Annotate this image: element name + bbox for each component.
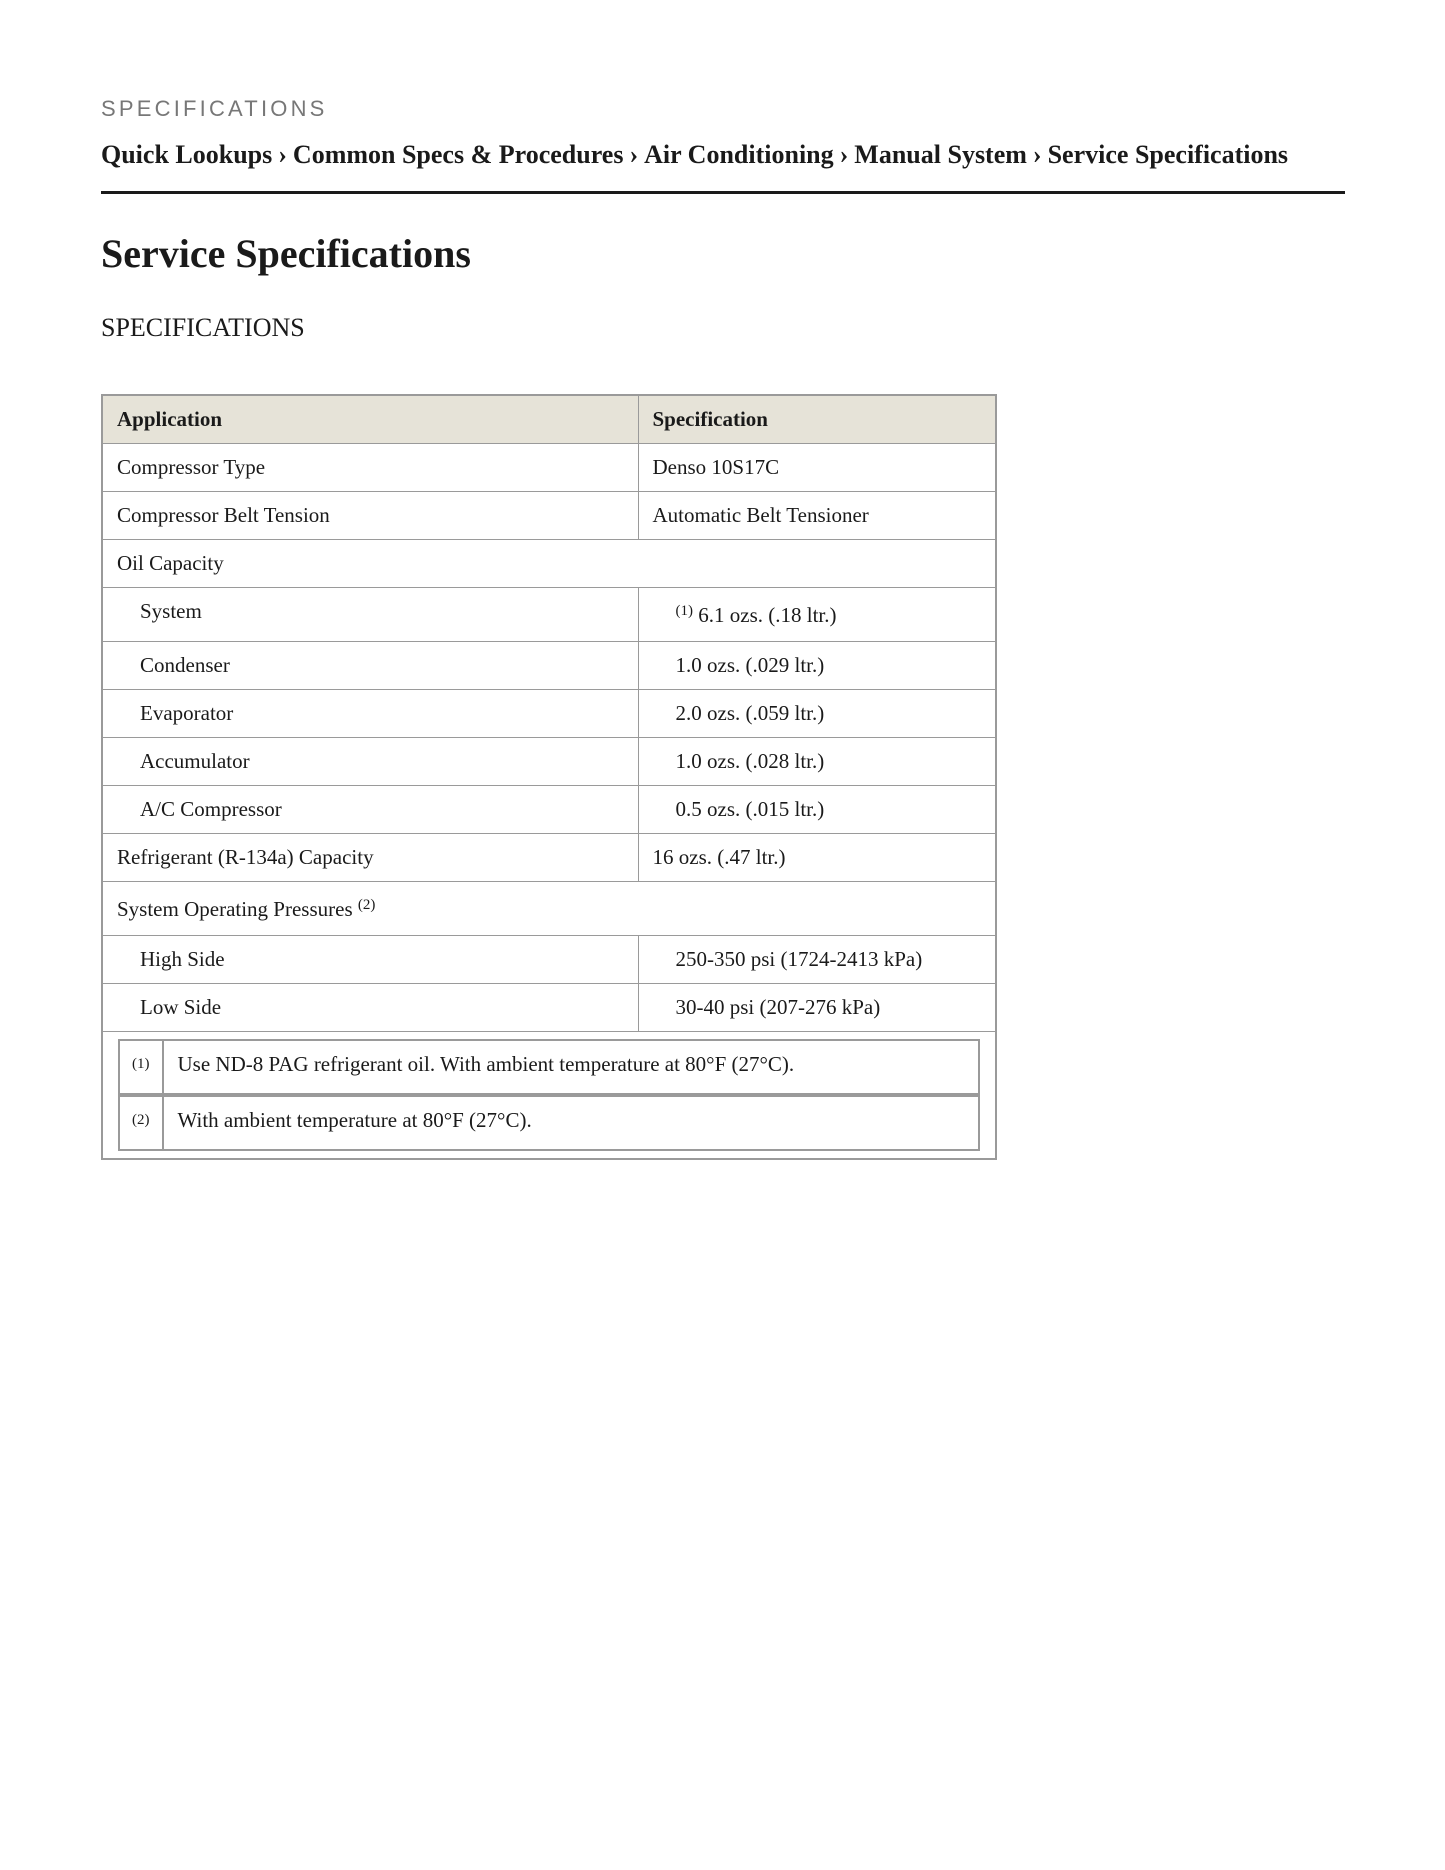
cell-application: System xyxy=(102,587,638,641)
footnote-mark: (2) xyxy=(119,1095,163,1150)
breadcrumb-separator: › xyxy=(839,140,849,169)
cell-specification: 0.5 ozs. (.015 ltr.) xyxy=(638,785,996,833)
cell-specification: Denso 10S17C xyxy=(638,443,996,491)
breadcrumb-item-manual-system[interactable]: Manual System xyxy=(854,140,1027,169)
cell-group-heading: Oil Capacity xyxy=(102,539,996,587)
cell-application: A/C Compressor xyxy=(102,785,638,833)
cell-specification: 30-40 psi (207-276 kPa) xyxy=(638,983,996,1031)
footnote-text: Use ND-8 PAG refrigerant oil. With ambient temperature at 80°F (27°C). xyxy=(163,1040,980,1095)
sub-title: SPECIFICATIONS xyxy=(101,313,305,342)
cell-application: Evaporator xyxy=(102,689,638,737)
breadcrumb-separator: › xyxy=(278,140,287,169)
cell-application: Accumulator xyxy=(102,737,638,785)
breadcrumb xyxy=(101,138,1345,194)
table-row xyxy=(102,491,996,539)
section-label: SPECIFICATIONS xyxy=(101,96,328,121)
column-header-specification: Specification xyxy=(638,395,996,443)
page-title: Service Specifications xyxy=(101,231,471,276)
cell-specification xyxy=(638,587,996,641)
table-row xyxy=(102,983,996,1031)
breadcrumb-item-quick-lookups[interactable]: Quick Lookups xyxy=(101,140,273,169)
footnote-marker: (2) xyxy=(357,896,376,913)
breadcrumb-item-common-specs[interactable]: Common Specs & Procedures xyxy=(292,140,624,169)
cell-application: Compressor Belt Tension xyxy=(102,491,638,539)
cell-specification: 1.0 ozs. (.029 ltr.) xyxy=(638,641,996,689)
breadcrumb-item-air-conditioning[interactable]: Air Conditioning xyxy=(644,140,834,169)
cell-specification: 250-350 psi (1724-2413 kPa) xyxy=(638,935,996,983)
table-header-row xyxy=(102,395,996,443)
table-row xyxy=(102,443,996,491)
footnotes-table xyxy=(118,1039,980,1151)
cell-application: High Side xyxy=(102,935,638,983)
table-row xyxy=(102,641,996,689)
table-row xyxy=(102,587,996,641)
cell-specification: 2.0 ozs. (.059 ltr.) xyxy=(638,689,996,737)
column-header-application: Application xyxy=(102,395,638,443)
footnote-text: With ambient temperature at 80°F (27°C). xyxy=(163,1095,980,1150)
footnote-mark: (1) xyxy=(119,1040,163,1095)
cell-application: Compressor Type xyxy=(102,443,638,491)
cell-specification-value: 6.1 ozs. (.18 ltr.) xyxy=(698,602,837,627)
cell-specification: 16 ozs. (.47 ltr.) xyxy=(638,833,996,881)
footnote-row xyxy=(119,1040,979,1095)
footnote-row xyxy=(119,1095,979,1150)
breadcrumb-item-service-specifications: Service Specifications xyxy=(1047,140,1289,169)
cell-application: Low Side xyxy=(102,983,638,1031)
footnote-marker: (1) xyxy=(675,602,693,619)
table-row xyxy=(102,833,996,881)
cell-specification: 1.0 ozs. (.028 ltr.) xyxy=(638,737,996,785)
cell-group-heading xyxy=(102,881,996,935)
cell-application: Condenser xyxy=(102,641,638,689)
table-row xyxy=(102,785,996,833)
footnotes-cell xyxy=(102,1031,996,1159)
cell-specification: Automatic Belt Tensioner xyxy=(638,491,996,539)
table-footnotes-row xyxy=(102,1031,996,1159)
breadcrumb-separator: › xyxy=(629,140,639,169)
cell-group-heading-label: System Operating Pressures xyxy=(117,896,353,921)
table-row-group-heading xyxy=(102,539,996,587)
cell-application: Refrigerant (R-134a) Capacity xyxy=(102,833,638,881)
table-row-group-heading xyxy=(102,881,996,935)
table-row xyxy=(102,737,996,785)
table-row xyxy=(102,689,996,737)
specifications-table xyxy=(101,394,997,1160)
table-row xyxy=(102,935,996,983)
breadcrumb-separator: › xyxy=(1032,140,1042,169)
